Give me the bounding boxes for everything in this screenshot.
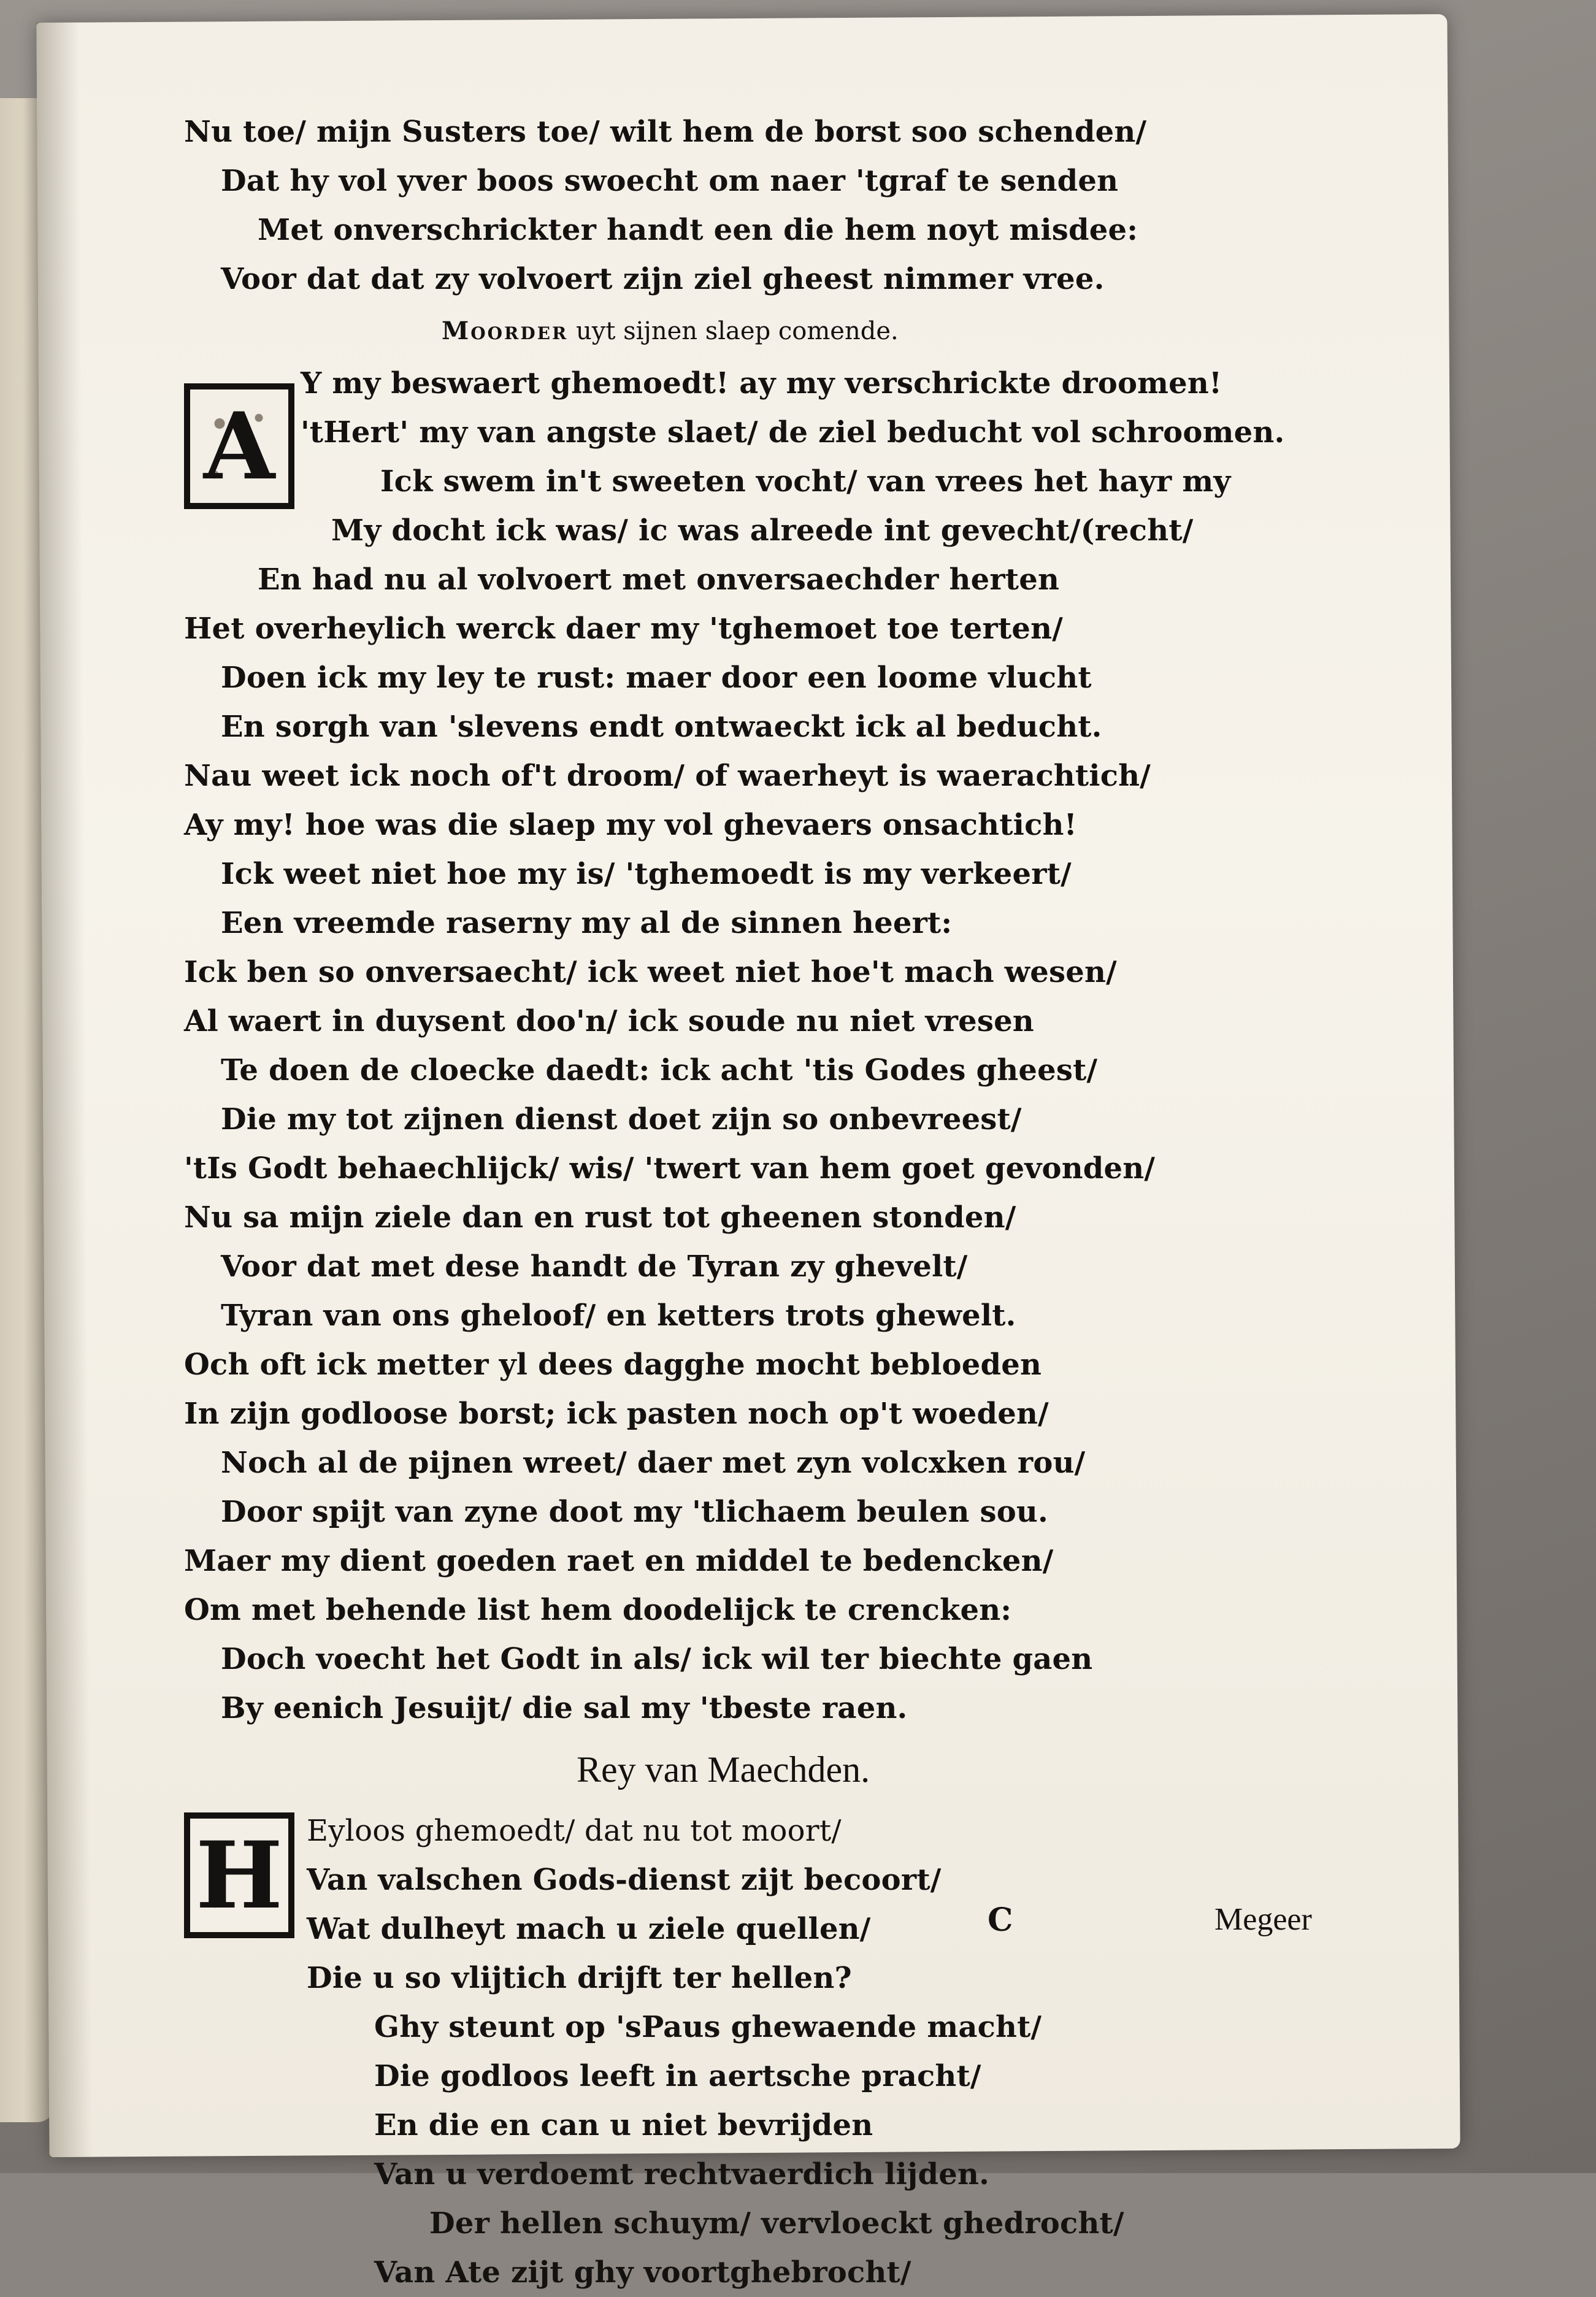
signature-mark: C: [988, 1901, 1013, 1939]
verse-line: In zijn godloose borst; ick pasten noch op't woeden/: [184, 1397, 1049, 1431]
chorus: [184, 1806, 1380, 2297]
verse-line: Dat hy vol yver boos swoecht om naer 'tgraf te senden: [221, 164, 1119, 198]
verse-line: Van valschen Gods-dienst zijt becoort/: [307, 1863, 942, 1897]
verse-line: Een vreemde raserny my al de sinnen heert:: [221, 906, 953, 940]
stage-direction-text: uyt sijnen slaep comende.: [575, 317, 899, 345]
chorus-title: Rey van Maechden.: [577, 1749, 870, 1790]
verse-line: Die godloos leeft in aertsche pracht/: [374, 2059, 981, 2093]
verse-line: Ick weet niet hoe my is/ 'tghemoedt is my verkeert/: [221, 857, 1072, 891]
verse-line: En sorgh van 'slevens endt ontwaeckt ick al beducht.: [221, 710, 1102, 744]
verse-line: En had nu al volvoert met onversaechder herten: [258, 562, 1060, 597]
verse-line: Der hellen schuym/ vervloeckt ghedrocht/: [429, 2206, 1124, 2241]
verse-line: Nu sa mijn ziele dan en rust tot gheenen stonden/: [184, 1200, 1016, 1235]
verse-line: Doen ick my ley te rust: maer door een loome vlucht: [221, 661, 1092, 695]
verse-line: My docht ick was/ ic was alreede int gevecht/(recht/: [331, 513, 1194, 548]
verse-line: Y my beswaert ghemoedt! ay my verschrickte droomen!: [301, 366, 1222, 401]
verse-line: Al waert in duysent doo'n/ ick soude nu niet vresen: [184, 1004, 1034, 1038]
verse-line: Eyloos ghemoedt/ dat nu tot moort/: [307, 1814, 842, 1848]
verse-line: Voor dat dat zy volvoert zijn ziel gheest nimmer vree.: [221, 262, 1105, 296]
verse-line: Tyran van ons gheloof/ en ketters trots ghewelt.: [221, 1298, 1016, 1333]
verse-line: Nau weet ick noch of't droom/ of waerheyt is waerachtich/: [184, 759, 1151, 793]
verse-line: Voor dat met dese handt de Tyran zy ghevelt/: [221, 1249, 968, 1284]
verse-line: Maer my dient goeden raet en middel te bedencken/: [184, 1544, 1054, 1578]
verse-line: En die en can u niet bevrijden: [374, 2108, 873, 2142]
speaker-name: Moorder: [442, 316, 569, 345]
verse-line: Die my tot zijnen dienst doet zijn so onbevreest/: [221, 1102, 1022, 1137]
verse-line: Ick swem in't sweeten vocht/ van vrees het hayr my: [380, 464, 1231, 499]
verse-line: Door spijt van zyne doot my 'tlichaem beulen sou.: [221, 1495, 1048, 1529]
verse-line: 'tHert' my van angste slaet/ de ziel beducht vol schroomen.: [301, 415, 1285, 450]
verse-line: Noch al de pijnen wreet/ daer met zyn volcxken rou/: [221, 1446, 1086, 1480]
verse-line: Die u so vlijtich drijft ter hellen?: [307, 1961, 852, 1995]
verse-line: Het overheylich werck daer my 'tghemoet toe terten/: [184, 612, 1063, 646]
verse-line: Te doen de cloecke daedt: ick acht 'tis Godes gheest/: [221, 1053, 1098, 1087]
drop-cap-ornament: [184, 1812, 294, 1938]
verse-line: Van u verdoemt rechtvaerdich lijden.: [374, 2157, 989, 2192]
verse-line: Om met behende list hem doodelijck te crencken:: [184, 1593, 1012, 1627]
verse-line: Nu toe/ mijn Susters toe/ wilt hem de borst soo schenden/: [184, 115, 1147, 149]
monologue: [184, 359, 1380, 1733]
verse-line: Och oft ick metter yl dees dagghe mocht bebloeden: [184, 1348, 1042, 1382]
verse-line: Van Ate zijt ghy voortghebrocht/: [374, 2255, 911, 2290]
verse-line: Doch voecht het Godt in als/ ick wil ter biechte gaen: [221, 1642, 1093, 1676]
catchword: Megeer: [1214, 1902, 1312, 1937]
verse-line: Ghy steunt op 'sPaus ghewaende macht/: [374, 2010, 1042, 2044]
drop-cap-ornament: [184, 383, 294, 509]
page-text: [184, 107, 1380, 2297]
verse-line: Ick ben so onversaecht/ ick weet niet hoe't mach wesen/: [184, 955, 1117, 989]
verse-line: Ay my! hoe was die slaep my vol ghevaers onsachtich!: [184, 808, 1077, 842]
drop-cap-letter: H: [196, 1821, 283, 1930]
verse-line: 'tIs Godt behaechlijck/ wis/ 'twert van hem goet gevonden/: [184, 1151, 1156, 1186]
drop-cap-letter: A: [203, 392, 275, 500]
stage-direction: [184, 304, 1380, 359]
verse-line: By eenich Jesuijt/ die sal my 'tbeste raen.: [221, 1691, 908, 1725]
verse-line: Wat dulheyt mach u ziele quellen/: [307, 1912, 871, 1946]
verse-line: Met onverschrickter handt een die hem noyt misdee:: [258, 213, 1138, 247]
